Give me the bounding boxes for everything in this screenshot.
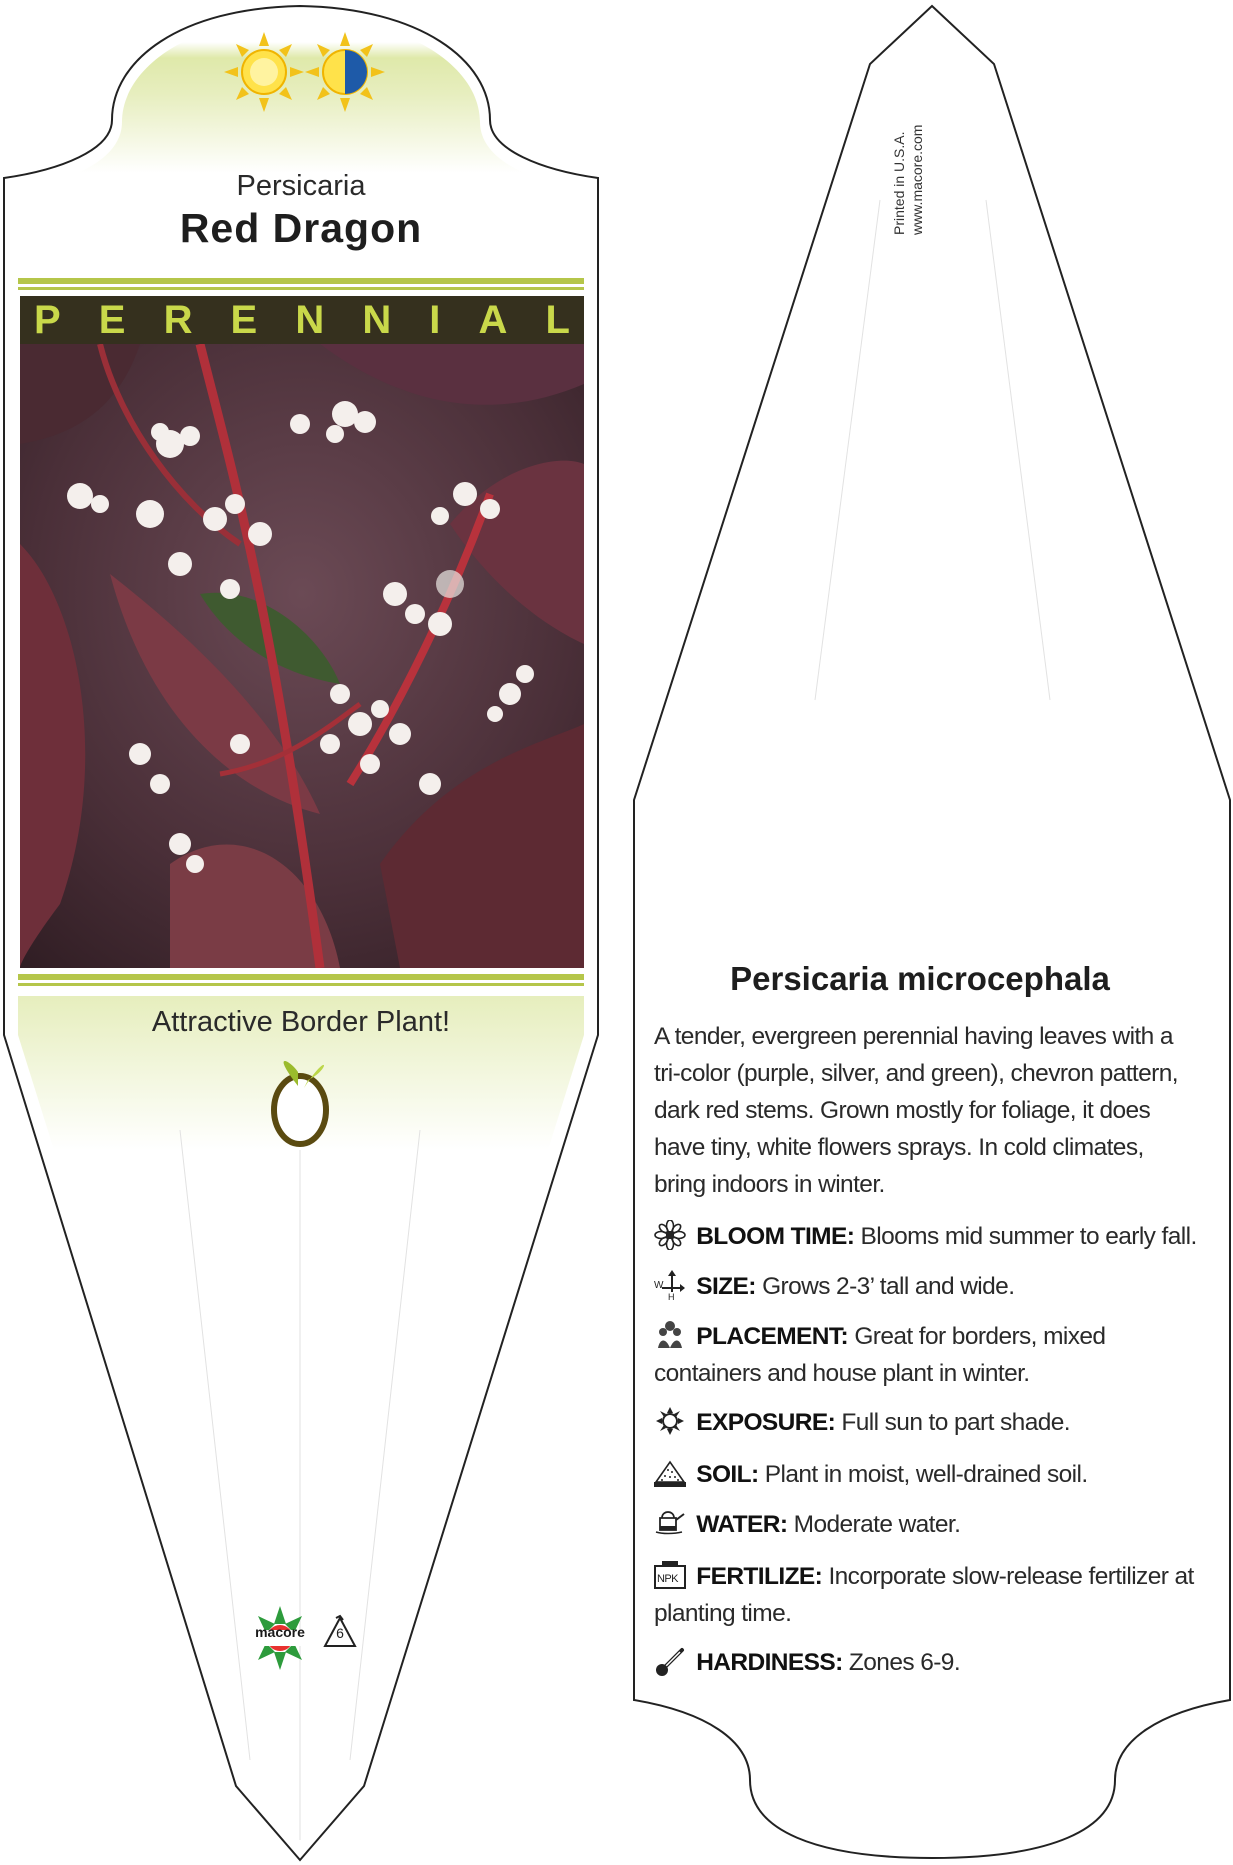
care-label: EXPOSURE: [696, 1409, 836, 1436]
care-placement [654, 1318, 1206, 1392]
care-text: Plant in moist, well-drained soil. [764, 1461, 1088, 1488]
care-label: FERTILIZE: [696, 1563, 823, 1590]
category-letter: P [34, 297, 61, 342]
full-sun-icon [224, 32, 304, 112]
care-fertilize [654, 1558, 1206, 1632]
care-exposure [654, 1404, 1206, 1441]
thermometer-icon [654, 1646, 686, 1676]
care-size [654, 1268, 1206, 1305]
scientific-name: Persicaria microcephala [730, 960, 1110, 997]
category-letter: E [230, 297, 258, 342]
size-icon [654, 1270, 686, 1300]
care-bloom-time [654, 1218, 1206, 1255]
category-band [20, 296, 584, 344]
placement-icon [654, 1320, 686, 1350]
care-soil [654, 1456, 1206, 1493]
category-letter: N [362, 297, 392, 342]
npk-icon [654, 1560, 686, 1590]
print-info [891, 95, 925, 255]
care-label: SOIL: [696, 1461, 759, 1488]
category-letter: L [545, 297, 570, 342]
care-hardiness [654, 1644, 1206, 1681]
category-letter: N [295, 297, 325, 342]
care-text: Moderate water. [793, 1511, 961, 1538]
brand-name: macore [255, 1624, 305, 1640]
care-text: Great for borders, mixed containers and house plant in winter. [654, 1323, 1106, 1387]
care-water [654, 1506, 1206, 1543]
part-sun-icon [305, 32, 385, 112]
printed-in: Printed in U.S.A. [891, 131, 907, 235]
flower-icon [654, 1220, 686, 1250]
tagline: Attractive Border Plant! [151, 1006, 451, 1038]
svg-text:H: H [668, 1292, 674, 1300]
recycle-number: 6 [336, 1625, 344, 1641]
website: www.macore.com [909, 124, 925, 235]
care-text: Blooms mid summer to early fall. [860, 1223, 1197, 1250]
care-label: WATER: [696, 1511, 788, 1538]
care-label: SIZE: [696, 1273, 756, 1300]
care-text: Full sun to part shade. [841, 1409, 1070, 1436]
care-label: PLACEMENT: [696, 1323, 849, 1350]
sun-icon [654, 1406, 686, 1436]
svg-text:W: W [654, 1280, 663, 1291]
soil-icon [654, 1458, 686, 1488]
watering-can-icon [654, 1508, 686, 1538]
category-letter: A [478, 297, 508, 342]
care-text: Grows 2-3’ tall and wide. [762, 1273, 1015, 1300]
care-label: HARDINESS: [696, 1649, 843, 1676]
category-letter: E [98, 297, 126, 342]
common-name: Persicaria [236, 170, 366, 202]
category-letter: I [429, 297, 441, 342]
care-text: Incorporate slow-release fertilizer at planting time. [654, 1563, 1194, 1627]
category-letter: R [163, 297, 193, 342]
care-text: Zones 6-9. [848, 1649, 961, 1676]
plant-photo [20, 344, 584, 968]
care-label: BLOOM TIME: [696, 1223, 855, 1250]
description: A tender, evergreen perennial having leaves with a tri-color (purple, silver, and green), chevron pattern, dark red stems. Grown mostly for foliage, it does have tiny, white flowers sprays. In cold climates, bring indoors in winter. [654, 1023, 1178, 1198]
cultivar-name: Red Dragon [179, 205, 423, 251]
svg-text:NPK: NPK [657, 1573, 678, 1585]
